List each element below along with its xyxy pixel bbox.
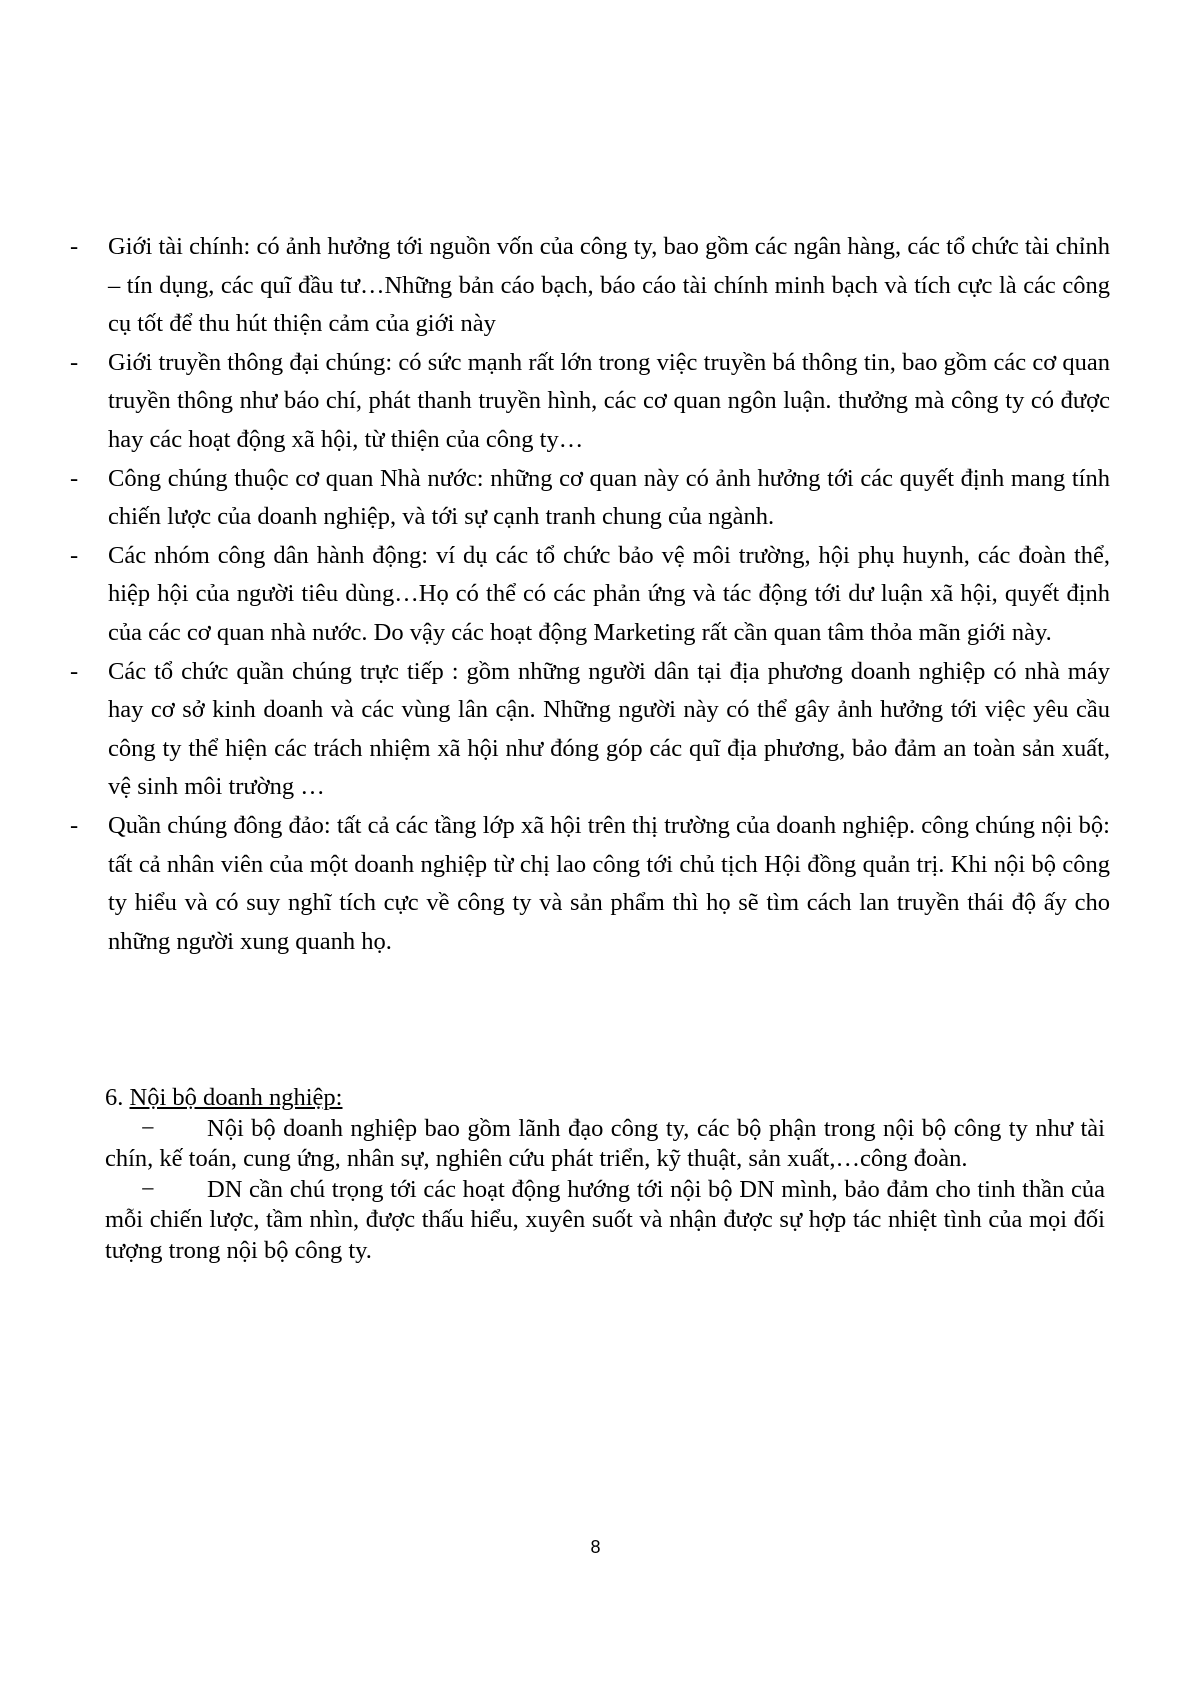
bullet-text: Các tổ chức quần chúng trực tiếp : gồm những người dân tại địa phương doanh nghiệp có nhà máy hay cơ sở kinh doanh và các vùng lân cận. Những người này có thể gây ảnh hưởng tới việc yêu cầu công ty thể hiện các trách nhiệm xã hội như đóng góp các quĩ địa phương, bảo đảm an toàn sản xuất, vệ sinh môi trường … <box>108 657 1110 801</box>
paragraph-text: DN cần chú trọng tới các hoạt động hướng tới nội bộ DN mình, bảo đảm cho tinh thần của mỗi chiến lược, tầm nhìn, được thấu hiểu, xuyên suốt và nhận được sự hợp tác nhiệt tình của mọi đối tượng trong nội bộ công ty. <box>105 1175 1105 1264</box>
section-6 <box>105 1083 1105 1266</box>
bullet-dash: - <box>70 348 79 376</box>
stakeholder-bullet-list <box>70 228 1110 961</box>
bullet-media <box>70 344 1110 460</box>
section-6-heading <box>105 1083 1105 1114</box>
page-number: 8 <box>590 1537 601 1557</box>
bullet-general-public <box>70 807 1110 961</box>
bullet-text: Giới tài chính: có ảnh hưởng tới nguồn vốn của công ty, bao gồm các ngân hàng, các tổ chức tài chỉnh – tín dụng, các quĩ đầu tư…Những bản cáo bạch, báo cáo tài chính minh bạch và tích cực là các công cụ tốt để thu hút thiện cảm của giới này <box>108 233 1110 338</box>
section-title: Nội bộ doanh nghiệp: <box>129 1084 343 1111</box>
bullet-text: Giới truyền thông đại chúng: có sức mạnh rất lớn trong việc truyền bá thông tin, bao gồm các cơ quan truyền thông như báo chí, phát thanh truyền hình, các cơ quan ngôn luận. thưởng mà công ty có được hay các hoạt động xã hội, từ thiện của công ty… <box>108 348 1110 453</box>
paragraph-dash: − <box>141 1114 155 1142</box>
bullet-text: Các nhóm công dân hành động: ví dụ các tổ chức bảo vệ môi trường, hội phụ huynh, các đoàn thể, hiệp hội của người tiêu dùng…Họ có thể có các phản ứng và tác động tới dư luận xã hội, quyết định của các cơ quan nhà nước. Do vậy các hoạt động Marketing rất cần quan tâm thỏa mãn giới này. <box>108 541 1110 646</box>
bullet-dash: - <box>70 811 79 839</box>
section-6-paragraph <box>105 1175 1105 1267</box>
bullet-citizen-groups <box>70 537 1110 653</box>
bullet-dash: - <box>70 541 79 569</box>
section-number: 6. <box>105 1084 124 1111</box>
section-6-paragraph <box>105 1114 1105 1175</box>
bullet-government <box>70 460 1110 537</box>
bullet-text: Công chúng thuộc cơ quan Nhà nước: những cơ quan này có ảnh hưởng tới các quyết định mang tính chiến lược của doanh nghiệp, và tới sự cạnh tranh chung của ngành. <box>108 464 1110 531</box>
paragraph-dash: − <box>141 1175 155 1203</box>
bullet-text: Quần chúng đông đảo: tất cả các tầng lớp xã hội trên thị trường của doanh nghiệp. công chúng nội bộ: tất cả nhân viên của một doanh nghiệp từ chị lao công tới chủ tịch Hội đồng quản trị. Khi nội bộ công ty hiểu và có suy nghĩ tích cực về công ty và sản phẩm thì họ sẽ tìm cách lan truyền thái độ ấy cho những người xung quanh họ. <box>108 811 1110 955</box>
bullet-financial <box>70 228 1110 344</box>
bullet-dash: - <box>70 657 79 685</box>
bullet-dash: - <box>70 464 79 492</box>
bullet-local-public <box>70 653 1110 807</box>
bullet-dash: - <box>70 233 79 260</box>
paragraph-text: Nội bộ doanh nghiệp bao gồm lãnh đạo công ty, các bộ phận trong nội bộ công ty như tài chín, kế toán, cung ứng, nhân sự, nghiên cứu phát triển, kỹ thuật, sản xuất,…công đoàn. <box>105 1114 1105 1172</box>
